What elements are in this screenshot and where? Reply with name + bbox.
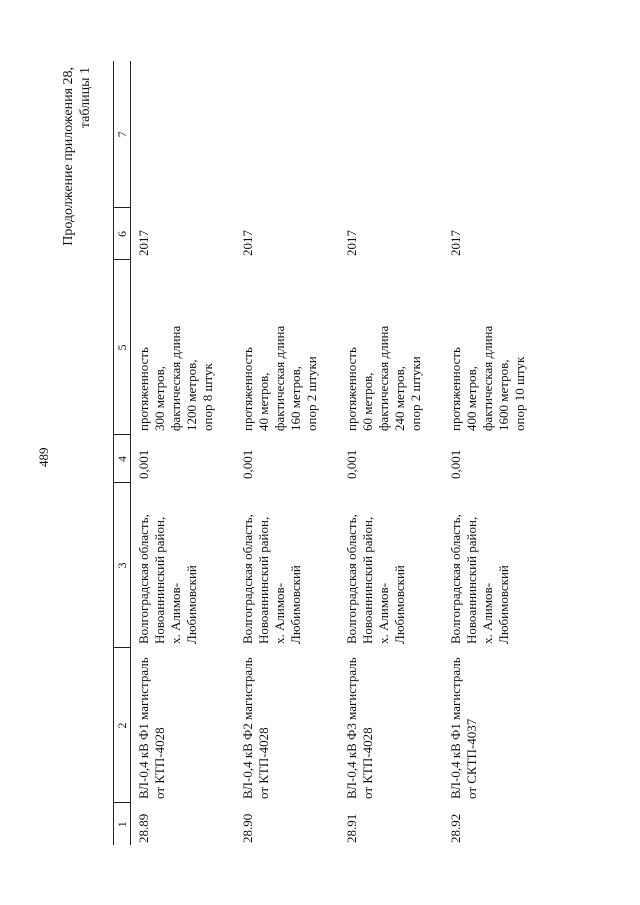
table-row [443,61,547,845]
column-header-5: 5 [114,260,131,435]
object-location: Волгоградская область, Новоаннинский район, х. Алимов- Любимовский [240,514,303,644]
column-header-1: 1 [114,803,131,845]
row-number: 28.90 [240,813,255,843]
object-value: 0,001 [344,449,359,479]
column-header-4: 4 [114,435,131,483]
column-header-2: 2 [114,648,131,803]
continuation-line-1: Продолжение приложения 28, [61,67,76,246]
page-number: 489 [36,447,51,467]
object-location: Волгоградская область, Новоаннинский район, х. Алимов- Любимовский [136,514,199,644]
object-name: ВЛ-0,4 кВ Ф2 магистраль от КТП-4028 [240,657,271,799]
row-number: 28.91 [344,813,359,843]
table-row [339,61,443,845]
column-header-3: 3 [114,483,131,648]
object-note [339,61,443,208]
object-note [443,61,547,208]
object-description: протяженность 40 метров, фактическая длина 160 метров, опор 2 штуки [240,325,319,431]
table-row [131,61,236,845]
object-value: 0,001 [136,449,151,479]
object-year: 2017 [136,230,151,256]
column-header-6: 6 [114,208,131,260]
object-name: ВЛ-0,4 кВ Ф1 магистраль от КТП-4028 [136,657,167,799]
continuation-caption [60,67,94,367]
object-year: 2017 [344,230,359,256]
object-location: Волгоградская область, Новоаннинский район, х. Алимов- Любимовский [448,514,511,644]
object-description: протяженность 60 метров, фактическая длина 240 метров, опор 2 штуки [344,325,423,431]
row-number: 28.89 [136,813,151,843]
table-header-row [114,61,131,845]
row-number: 28.92 [448,813,463,843]
object-location: Волгоградская область, Новоаннинский район, х. Алимов- Любимовский [344,514,407,644]
object-note [235,61,339,208]
continuation-line-2: таблицы 1 [78,67,93,129]
object-year: 2017 [448,230,463,256]
table-row [235,61,339,845]
object-description: протяженность 400 метров, фактическая длина 1600 метров, опор 10 штук [448,325,527,431]
object-note [131,61,236,208]
object-value: 0,001 [448,449,463,479]
object-value: 0,001 [240,449,255,479]
column-header-7: 7 [114,61,131,208]
object-year: 2017 [240,230,255,256]
property-table [113,61,547,845]
object-name: ВЛ-0,4 кВ Ф1 магистраль от СКТП-4037 [448,657,479,799]
object-description: протяженность 300 метров, фактическая длина 1200 метров, опор 8 штук [136,325,215,431]
object-name: ВЛ-0,4 кВ Ф3 магистраль от КТП-4028 [344,657,375,799]
